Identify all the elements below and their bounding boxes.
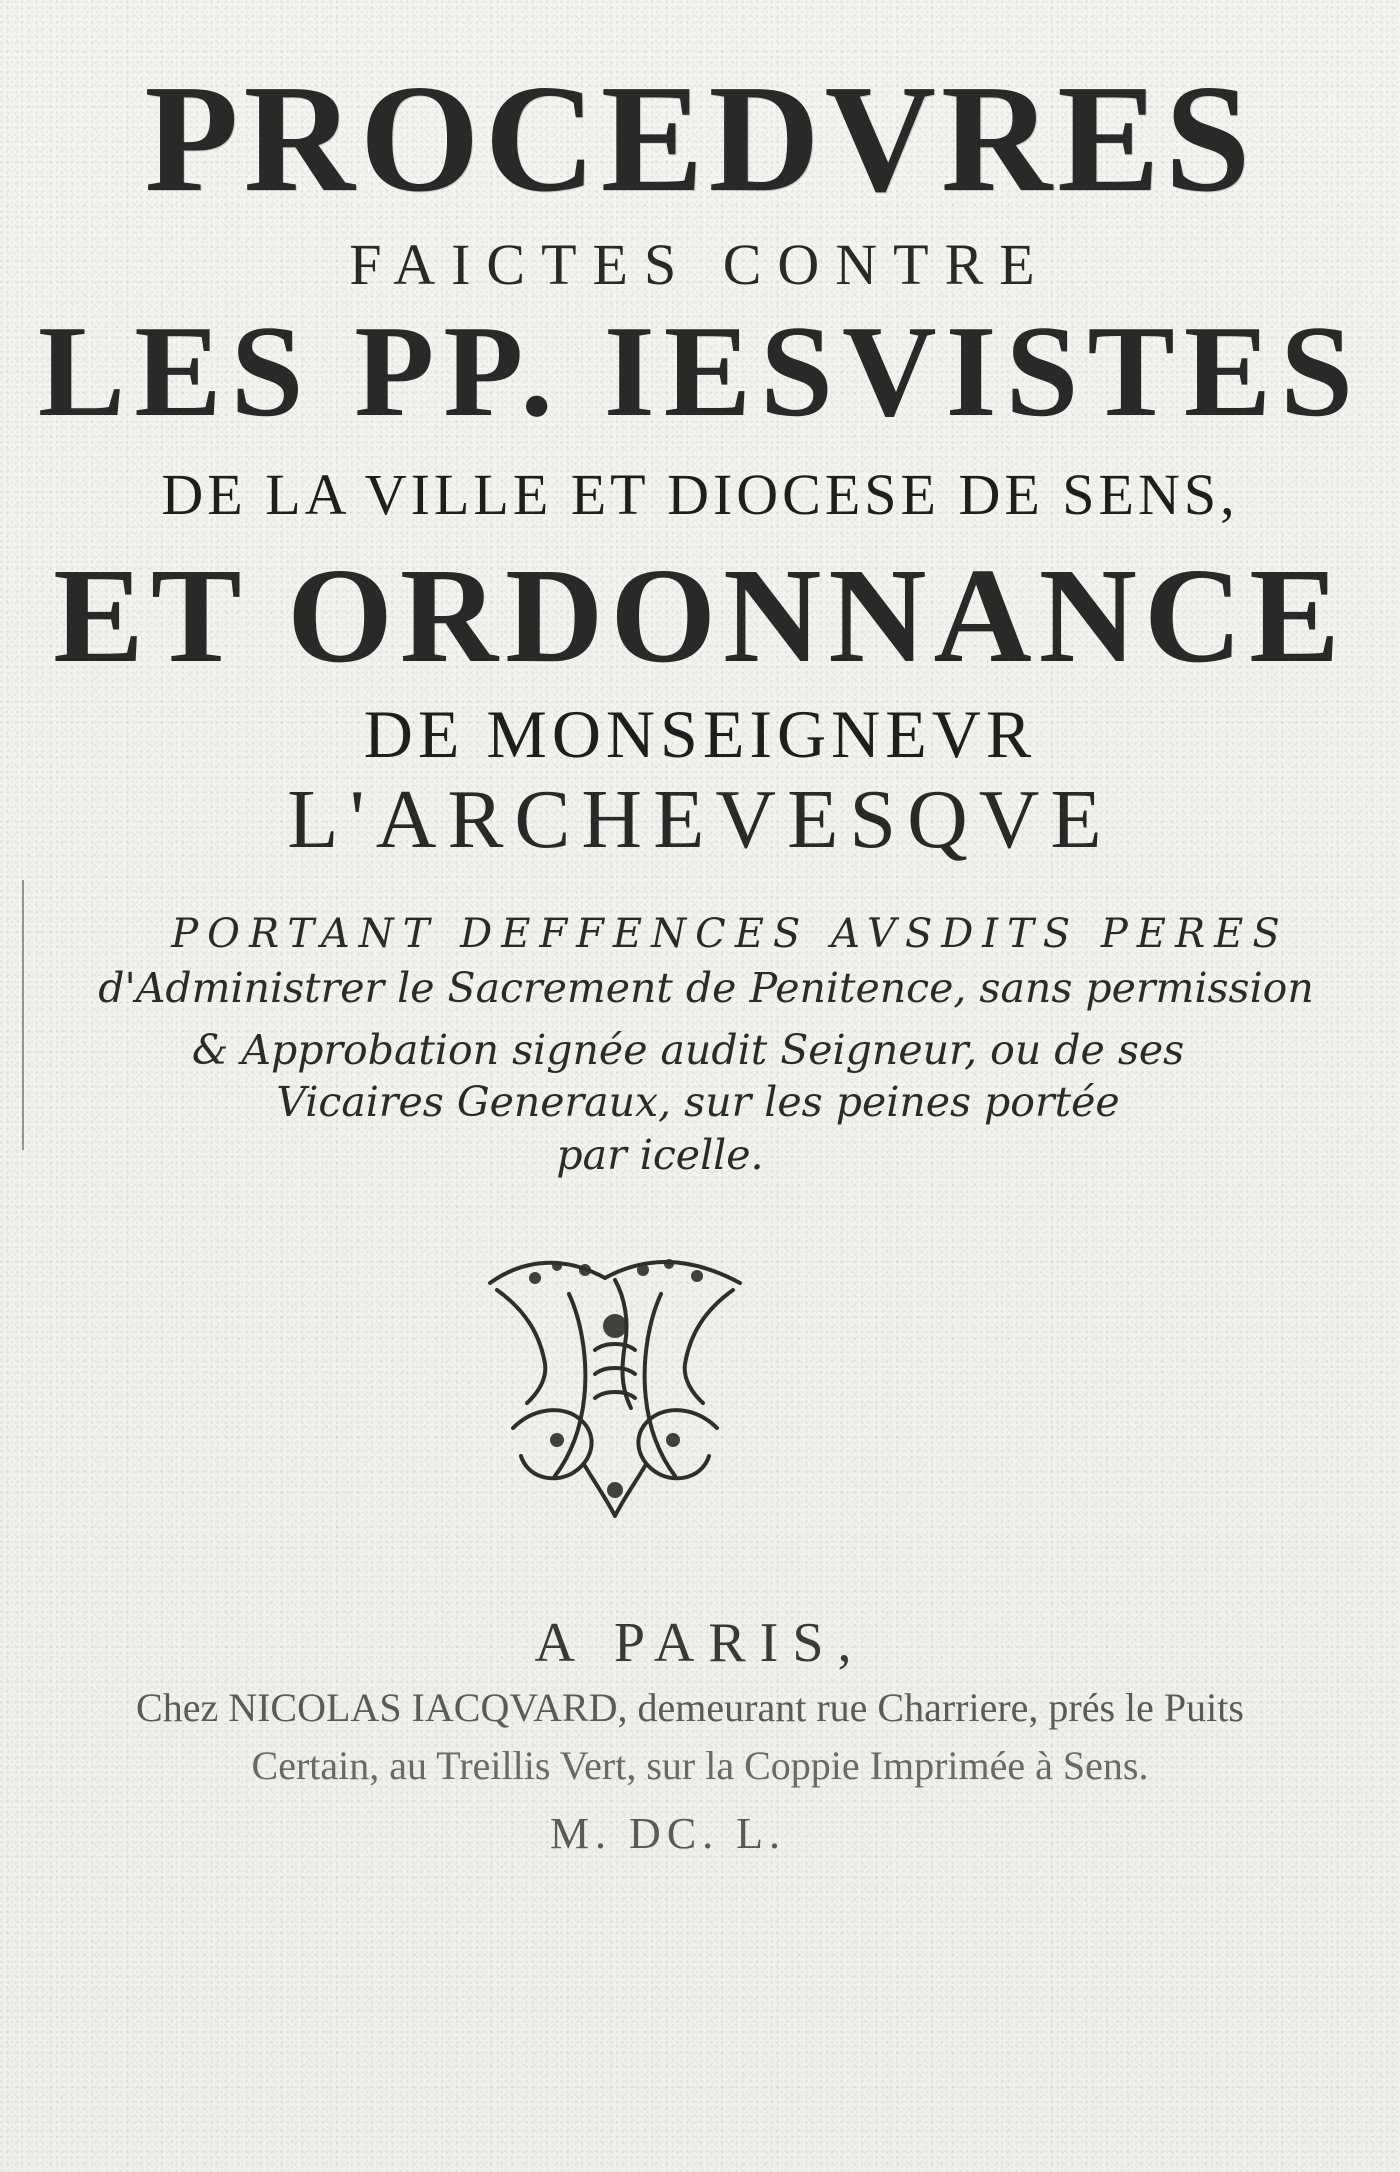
printer-ornament-icon xyxy=(455,1238,775,1538)
description-line-5: par icelle. xyxy=(556,1131,764,1179)
subtitle-monseigneur: DE MONSEIGNEVR xyxy=(363,696,1037,772)
imprint-date: M. DC. L. xyxy=(549,1809,787,1858)
description-line-4: Vicaires Generaux, sur les peines portée xyxy=(276,1078,1120,1126)
title-line-procedvres: PROCEDVRES xyxy=(144,54,1256,224)
description-line-1: PORTANT DEFFENCES AVSDITS PERES xyxy=(171,911,1289,957)
title-line-jesuistes: LES PP. IESVISTES xyxy=(37,299,1363,444)
imprint-line-1: Chez NICOLAS IACQVARD, demeurant rue Charriere, prés le Puits xyxy=(136,1685,1244,1730)
title-line-ordonnance: ET ORDONNANCE xyxy=(53,541,1347,691)
title-line-archevesque: L'ARCHEVESQVE xyxy=(287,773,1113,866)
description-line-2: d'Administrer le Sacrement de Penitence, sans permission xyxy=(98,964,1314,1012)
imprint-line-2: Certain, au Treillis Vert, sur la Coppie Imprimée à Sens. xyxy=(251,1743,1149,1788)
imprint-city: A PARIS, xyxy=(534,1612,866,1674)
subtitle-faictes-contre: FAICTES CONTRE xyxy=(349,232,1051,297)
subtitle-ville-diocese: DE LA VILLE ET DIOCESE DE SENS, xyxy=(161,462,1239,527)
description-line-3: & Approbation signée audit Seigneur, ou de ses xyxy=(191,1026,1185,1074)
